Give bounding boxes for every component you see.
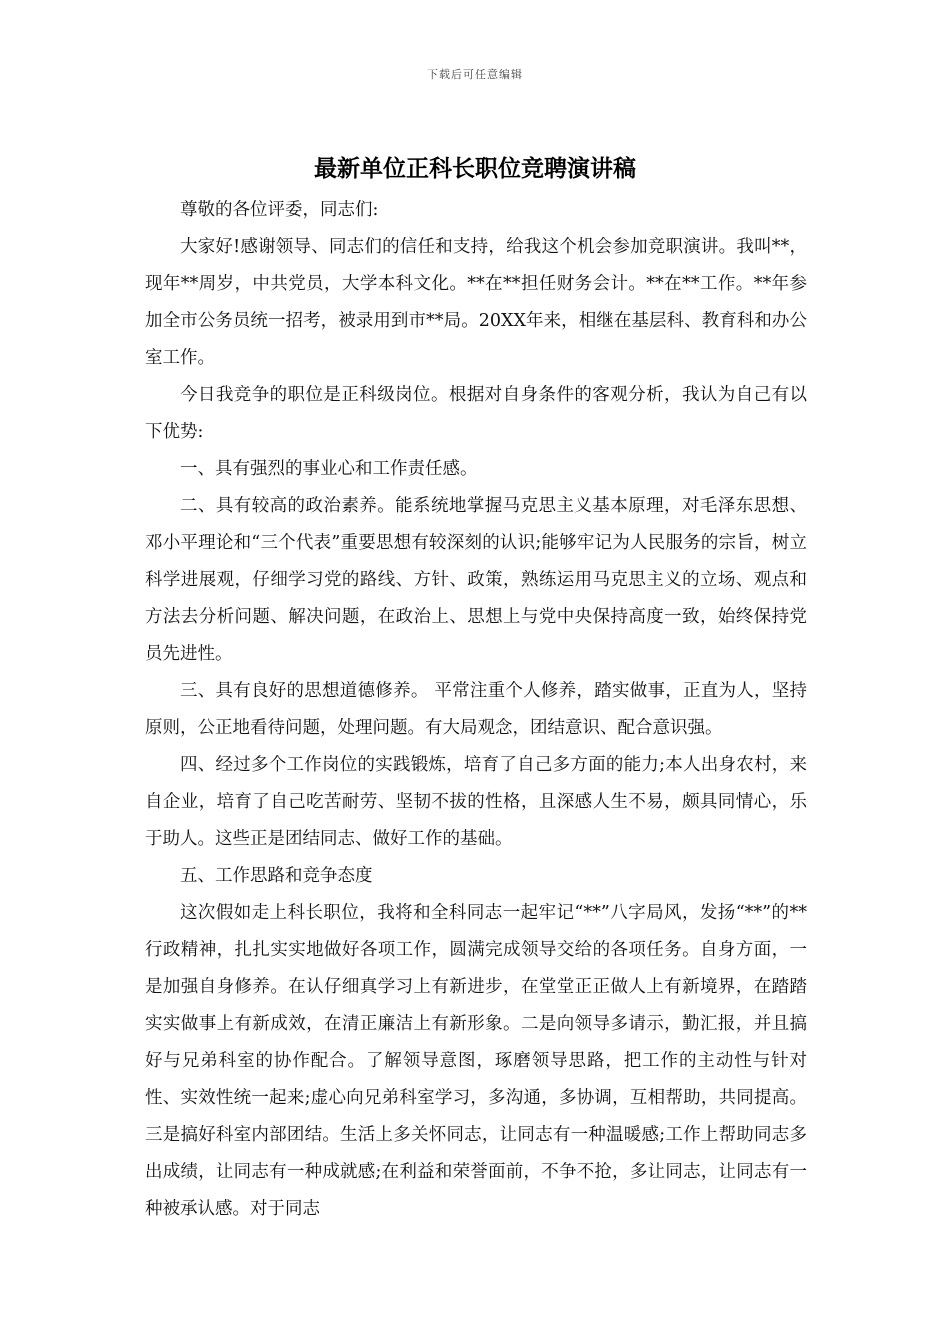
- paragraph-position: 今日我竞争的职位是正科级岗位。根据对自身条件的客观分析，我认为自己有以下优势:: [145, 385, 807, 442]
- header-note: 下载后可任意编辑: [427, 68, 523, 81]
- paragraph-salutation: 尊敬的各位评委，同志们:: [180, 200, 379, 220]
- paragraph-work-plan: 这次假如走上科长职位，我将和全科同志一起牢记“**”八字局风，发扬“**”的**行政精神，扎扎实实地做好各项工作，圆满完成领导交给的各项任务。自身方面，一是加强自身修养。在认仔细真学习上有新进步，在堂堂正正做人上有新境界，在踏踏实实做事上有新成效，在清正廉洁上有新形象。二是向领导多请示，勤汇报，并且搞好与兄弟科室的协作配合。了解领导意图，琢磨领导思路，把工作的主动性与针对性、实效性统一起来;虚心向兄弟科室学习，多沟通，多协调，互相帮助，共同提高。三是搞好科室内部团结。生活上多关怀同志，让同志有一种温暖感;工作上帮助同志多出成绩，让同志有一种成就感;在利益和荣誉面前，不争不抢，多让同志，让同志有一种被承认感。对于同志: [145, 903, 807, 1219]
- paragraph-introduction: 大家好!感谢领导、同志们的信任和支持，给我这个机会参加竞职演讲。我叫**，现年**周岁，中共党员，大学本科文化。**在**担任财务会计。**在**工作。**年参加全市公务员统一招考，被录用到市**局。20XX年来，相继在基层科、教育科和办公室工作。: [145, 237, 807, 368]
- document-body: [145, 192, 807, 1228]
- paragraph-advantage-2: 二、具有较高的政治素养。能系统地掌握马克思主义基本原理，对毛泽东思想、邓小平理论和“三个代表”重要思想有较深刻的认识;能够牢记为人民服务的宗旨，树立科学进展观，仔细学习党的路线、方针、政策，熟练运用马克思主义的立场、观点和方法去分析问题、解决问题，在政治上、思想上与党中央保持高度一致，始终保持党员先进性。: [145, 496, 807, 664]
- paragraph-advantage-3: 三、具有良好的思想道德修养。 平常注重个人修养，踏实做事，正直为人，坚持原则，公正地看待问题，处理问题。有大局观念，团结意识、配合意识强。: [145, 681, 807, 738]
- paragraph-section-5-heading: 五、工作思路和竞争态度: [180, 866, 373, 886]
- document-title: 最新单位正科长职位竞聘演讲稿: [314, 156, 636, 182]
- paragraph-advantage-1: 一、具有强烈的事业心和工作责任感。: [180, 459, 478, 479]
- paragraph-advantage-4: 四、经过多个工作岗位的实践锻炼，培育了自己多方面的能力;本人出身农村，来自企业，培育了自己吃苦耐劳、坚韧不拔的性格，且深感人生不易，颇具同情心，乐于助人。这些正是团结同志、做好工作的基础。: [145, 755, 807, 849]
